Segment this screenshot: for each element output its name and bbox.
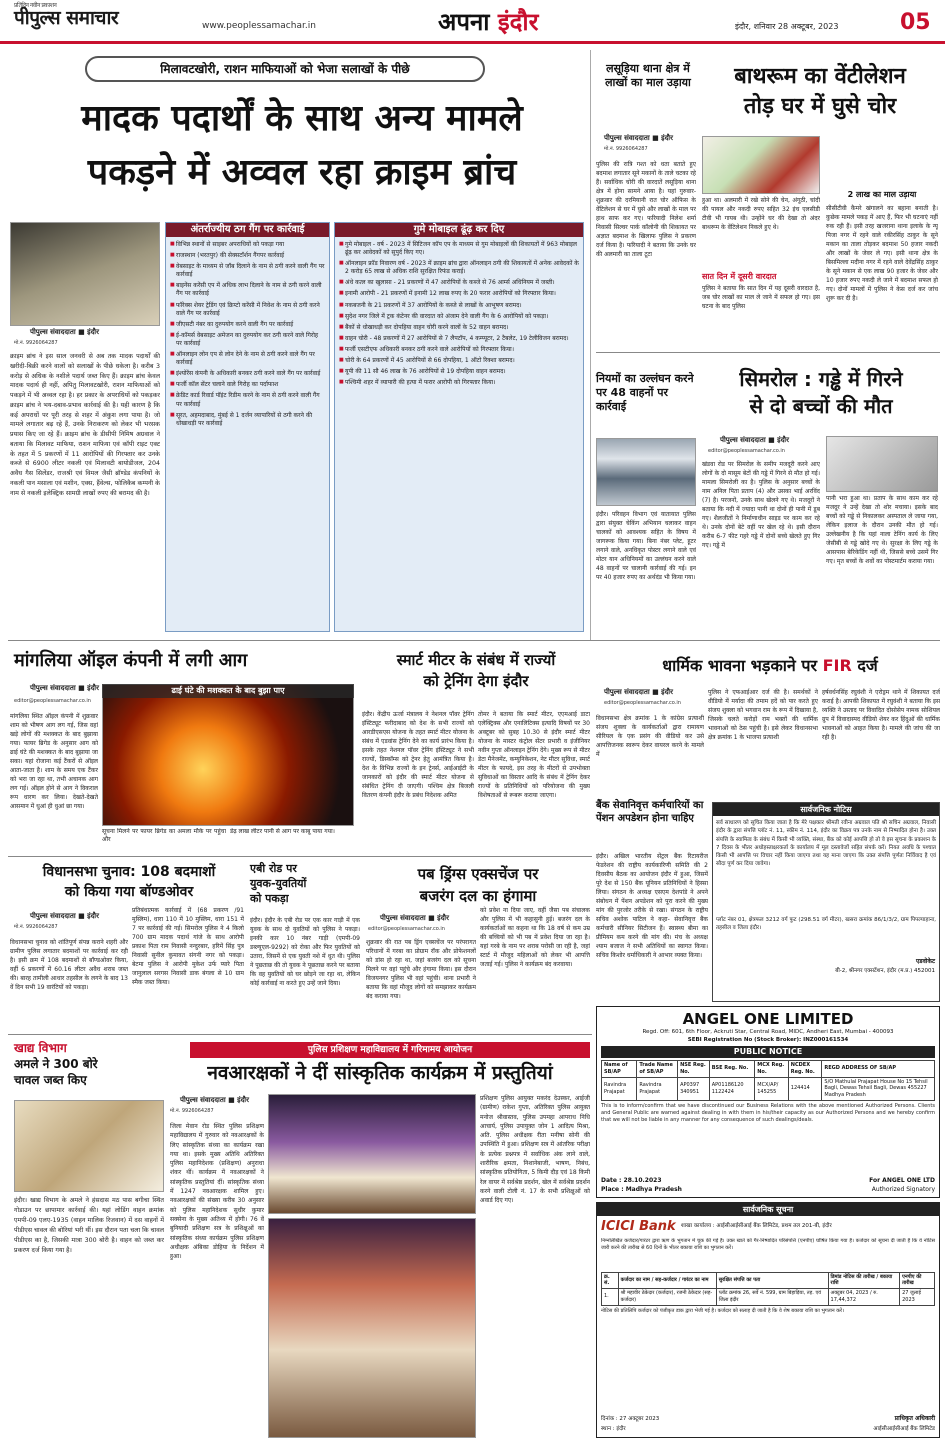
- smartmeter-headline-line-2: को ट्रेनिंग देगा इंदौर: [423, 672, 529, 690]
- police-body: जिला मेवान रोड स्थित पुलिस प्रशिक्षण महाविद्यालय में गुरुवार को नवआरक्षकों के लिए सांस्कृतिक संध्या का कार्यक्रम रखा गया था। इसके मुख्य अतिथि अतिरिक्त पुलिस महानिदेशक (प्रशिक्षण) अनुराधा शंकर थीं। कार्यक्रम में नवआरक्षकों ने सांस्कृतिक प्रस्तुतियां दीं। सांस्कृतिक संध्या में 1247 नवआरक्षक शामिल हुए। नवआरक्षकों की संख्या करीब 30 अनुसार को पुलिस महानिदेशक सुधीर कुमार सक्सेना के मुख्य अतिथ्य में होगी। 76 वें बुनियादी प्रशिक्षण सत्र के प्रशिक्षुओं का सांस्कृतिक संध्या कार्यक्रम पुलिस प्रशिक्षण अधीक्षक अंबिका डोहिया के निर्देशन में हुआ।: [170, 1123, 264, 1261]
- grain-headline-line-2: अमले ने 300 बोरे: [14, 1057, 98, 1072]
- lasudia-mobile: मो.नं. 9926064287: [604, 146, 648, 152]
- list-item: ■ फॉरेक्स शेयर ट्रेडिंग एवं क्रिप्टो करेंसी में निवेश के नाम से ठगी करने वाले गैंग पर कार्रवाई: [170, 302, 325, 318]
- table-header-cell: कर्जदार का नाम / सह-कर्जदार / गारंटर का नाम: [618, 1272, 716, 1289]
- list-item: ■ वाहन चोरी - 48 प्रकरणों में 27 आरोपियों से 7 लैपटॉप, 4 कम्प्यूटर, 2 टैबलेट, 19 टेलीविजन बरामद।: [339, 335, 579, 343]
- grain-headline: [14, 1040, 164, 1089]
- list-item: ■ सुदेश नगर जिले में ट्रक कंटेनर की वारदात को अंजाम देने वाली गैंग के 6 आरोपियों को पकड़ा।: [339, 313, 579, 321]
- public-notice-signature: एडवोकेट: [915, 958, 935, 965]
- icici-table: [597, 1272, 939, 1306]
- police-body-2: प्रशिक्षण पुलिस आयुक्त मकरंद देउस्कर, आईजी (ग्रामीण) राकेश गुप्ता, अतिरिक्त पुलिस आयुक्त मनोज श्रीवास्तव, पुलिस उपमहा आपराध निधि आचार्य, पुलिस उपायुक्त जोन 1 आदित्य मिश्रा, अति. पुलिस अधीक्षक रीता मनीषा सोनी की उपस्थिति में हुआ। प्रशिक्षण सत्र में आंतरिक परीक्षा के प्रत्येक प्रश्नपत्र में सर्वाधिक अंक लाने वाले, शारीरिक क्षमता, निशानेबाजी, भाषण, निबंध, सांस्कृतिक प्रतियोगिता, 5 किमी दौड़ एवं 18 किमी रेल वायर में सर्वश्रेष्ठ प्रदर्शन, खेल में सर्वश्रेष्ठ प्रदर्शन करने वाली टोली नं. 17 के सभी प्रशिक्षुओं को अवार्ड दिए गए।: [480, 1095, 590, 1205]
- election-headline-line-2: को किया गया बॉण्डओवर: [64, 884, 194, 901]
- section-rule-4: [8, 1034, 592, 1035]
- lead-headline-line-1: मादक पदार्थों के साथ अन्य मामले: [81, 98, 523, 139]
- icici-body: निम्नलिखित कर्जदार/गारंटर द्वारा ऋण के भुगतान में चूक की गई है। उक्त खाते को गैर-निष्पादित परिसंपत्ति (एनपीए) घोषित किया गया है। कर्जदार को सूचना दी जाती है कि वे नोटिस जारी करने की तारीख से 60 दिनों के भीतर बकाया राशि का भुगतान करें।: [601, 1237, 935, 1251]
- election-headline-line-1: विधानसभा चुनाव: 108 बदमाशों: [42, 864, 216, 880]
- table-header-cell: REGD ADDRESS OF SB/AP: [822, 1061, 935, 1078]
- table-cell: S/O Mathulal Prajapat House No 15 Tehsil Bagli, Dewas Tehsil Bagli, Dewas 455227 Madhya Pradesh: [822, 1077, 935, 1100]
- bathroom-subhead-2: 2 लाख का माल उड़ाया: [847, 190, 917, 199]
- angel-one-title: ANGEL ONE LIMITED: [682, 1010, 854, 1028]
- lead-headline: [22, 92, 582, 200]
- lead-kicker: मिलावटखोरी, राशन माफियाओं को भेजा सलाखों के पीछे: [85, 56, 485, 82]
- column-rule: [590, 50, 591, 640]
- drugs-email: editor@peoplessamachar.co.in: [368, 926, 445, 932]
- list-item: ■ ऑनलाइन फ्रॉड निवारण वर्ष - 2023 में क्राइम ब्रांच द्वारा ऑनलाइन ठगी की शिकायतों में अनेक आवेदकों के 2 करोड़ 65 लाख से अधिक राशि सुरक्षित रिफंड कराई।: [339, 260, 579, 276]
- police-audience-photo: [268, 1218, 476, 1438]
- brand-tagline: प्रतिदिन नवीन प्रकाशन: [14, 2, 57, 9]
- section-title: [438, 6, 538, 38]
- police-stage-photo: [268, 1094, 476, 1214]
- fir-body-2: पुलिस ने एफआईआर दर्ज की है। समर्थकों ने वीडियो में मर्यादा की तमाम हदें को पार करते हुए संजय शुक्ला को भगवान राम के रूप में दिखाया है, जिसके चलते करोड़ों राम भक्तों की धार्मिक भावनाओं को ठेस पहुंची है। इसे लेकर विधानसभा क्षेत्र क्रमांक 1 के भाजपा प्रत्याशी: [708, 689, 818, 741]
- bathroom-subhead-1: सात दिन में दूसरी वारदात: [702, 272, 777, 281]
- table-header-cell: Trade Name of SB/AP: [637, 1061, 678, 1078]
- icici-sign: प्राधिकृत अधिकारी: [894, 1414, 935, 1422]
- police-kicker: पुलिस प्रशिक्षण महाविद्यालय में गरिमामय आयोजन: [190, 1042, 590, 1058]
- table-cell: Ravindra Prajapat: [602, 1077, 637, 1100]
- simrol-body: खंडवा रोड पर सिमरोल के समीप मजदूरी करने आए लोगों के दो मासूम बेटों की गड्ढे में गिरने से मौत हो गई। मामला सिमरोली का है। पुलिस के अनुसार बच्चों के नाम अनिल पिता प्रताप (4) और उसका भाई अरविंद (7) है। परजनों, उनके साथ खेलने गए थे। मजदूरों ने बताया कि नदी में ज्यादा पानी था दोनों ही पानी में डूब गए। शैलजीतों ने निर्माणाधीन साइड पर काम कर रहे थे। उनके दोनों बेटे वहीं पर खेल रहे थे। इसी दौरान करीब 6-7 फीट गहरे गड्ढे में दोनों बच्चे खेलते हुए गिर गए। गड्ढे में: [702, 461, 820, 549]
- drugs-headline: [366, 864, 590, 908]
- table-header-cell: डिमांड नोटिस की तारीख / बकाया राशि: [828, 1272, 900, 1289]
- public-notice-body-2: प्लॉट नंबर 01, क्षेत्रफल 3212 वर्ग फुट (298.51 वर्ग मीटर), खसरा क्रमांक 86/1/3/2, ग्राम पिपल्याहाना, तहसील व जिला इंदौर।: [716, 917, 936, 932]
- list-item: ■ इनामी आरोपी - 21 प्रकरणों में इनामी 12 लाख रुपए के 20 फरार आरोपियों को गिरफ्तार किया।: [339, 290, 579, 298]
- table-header-cell: क्र. सं.: [602, 1272, 619, 1289]
- fir-body: विधानसभा क्षेत्र क्रमांक 1 के कांग्रेस प्रत्याशी संजय शुक्ला के कार्यकर्ताओं द्वारा रामायण सीरियल के एक प्रसंग की वीडियो कर उसे आपत्तिजनक स्वरूप देकर वायरल करने के मामले में: [596, 715, 704, 758]
- drugs-byline: पीपुल्स संवाददाता ■ इंदौर: [380, 914, 449, 922]
- list-item: ■ फर्जी कॉल सेंटर चलाने वाले गिरोह का पर्दाफाश: [170, 381, 325, 389]
- fir-byline: पीपुल्स संवाददाता ■ इंदौर: [604, 688, 673, 696]
- section-rule-2: [8, 640, 940, 641]
- abroad-headline: [250, 862, 360, 907]
- simrol-headline: [702, 366, 940, 420]
- list-item: ■ बैंकों से धोखाधड़ी कर दोपहिया वाहन चोरी करने वालों के 52 वाहन बरामद।: [339, 324, 579, 332]
- bathroom-body-2: पुलिस ने बताया कि सात दिन में यह दूसरी वारदात है, जब चोर लाखों का माल ले जाने में सफल हो गए। इस घटना के बाद पुलिस: [702, 285, 820, 310]
- table-cell: अक्टूबर 04, 2023 / रु. 17,44,372: [828, 1289, 900, 1306]
- table-header-cell: Name of SB/AP: [602, 1061, 637, 1078]
- icici-notice-title: सार्वजनिक सूचना: [597, 1203, 939, 1216]
- election-body: विधानसभा चुनाव को शांतिपूर्ण संपन्न कराने शहरी और ग्रामीण पुलिस लगातार बदमाशों पर कार्रवाई कर रही है। इसी क्रम में 108 बदमाशों से बॉण्डओवर किया, वहीं 6 प्रकरणों में 60.16 लीटर अवैध शराब जब्त की। बारह तामीली आधार तहसील के लगने के बाद 13 वें दिन सभी 19 वारंटियों को पकड़ा।: [10, 939, 128, 991]
- angel-one-address: Regd. Off: 601, 6th Floor, Ackruti Star, Central Road, MIDC, Andheri East, Mumbai - 400093: [642, 1029, 894, 1036]
- page-number: 05: [900, 10, 931, 35]
- list-item: ■ यूपी की 11 सौ 46 लाख के 76 आरोपियों से 19 दोपहिया वाहन बरामद।: [339, 368, 579, 376]
- oil-fire-photo: [102, 684, 354, 826]
- icici-date: दिनांक : 27 अक्टूबर 2023: [601, 1415, 660, 1422]
- icici-place: स्थान : इंदौर: [601, 1425, 626, 1432]
- simrol-headline-line-1: सिमरोल : गड्ढे में गिरने: [739, 367, 903, 391]
- table-header-cell: सुरक्षित संपत्ति का पता: [716, 1272, 828, 1289]
- bathroom-headline-line-1: बाथरूम का वेंटीलेशन: [734, 64, 906, 89]
- table-cell: 124414: [788, 1077, 822, 1100]
- table-cell: 27 जुलाई 2023: [900, 1289, 935, 1306]
- list-item: ■ वेबसाइट के माध्यम से जॉब दिलाने के नाम से ठगी करने वाली गैंग पर कार्रवाई: [170, 263, 325, 279]
- drugs-body: शुक्रवार की रात पब ड्रिंग एक्सचेंज पर परंपरागत परिधानों में गरबा का प्रोग्राम रॉक और प्रोफेशनलों को डांस हो रहा था, जहां बजरंग दल को सूचना मिलने पर वहां पहुंचे और हंगामा किया। इस दौरान विजयनगर पुलिस भी वहां पहुंची। थाना प्रभारी ने बताया कि वहां मौजूद लोगों को समझाकर कार्यक्रम बंद कराया गया।: [366, 939, 476, 1000]
- abroad-body: इंदौर। इंदौर के एबी रोड पर एक कार गाड़ी में एक युवक के साथ दो युवतियों को पुलिस ने पकड़ा। इनकी कार 10 नंबर गाड़ी (एमपी-09 डब्ल्यूएल-9292) को रोका और फिर युवतियों को उतारा, जिसमें से एक युवती नशे में धुत थी। पुलिस ने पूछताछ की तो युवक ने पूछताछ करने पर बताया कि वह युवतियों को घर छोड़ने जा रहा था, लेकिन कोई कार्रवाई ना करते हुए उन्हें जाने दिया।: [250, 917, 360, 987]
- lasudia-body: पुलिस की रात्रि गश्त को धता बताते हुए बदमाश लगातार सूने मकानों के ताले चटका रहे हैं। सर्वाधिक चोरी की वारदातें लसूड़िया थाना क्षेत्र में होना सामने आया है। यहां गुरुवार-शुक्रवार की दरमियानी रात चोर ऑफिस के वेंटिलेशन से घर में घुसे और लाखों के माल पर हाथ साफ कर गए। फरियादी निलेश शर्मा निवासी सिल्वर पार्क कॉलोनी की शिकायत पर अज्ञात बदमाश के खिलाफ पुलिस ने प्रकरण दर्ज किया है। फरियादी ने बताया कि उनके घर की अलमारी का ताला टूटा: [596, 161, 696, 258]
- table-cell: श्री महावीर ठेकेदार (कर्जदार), रजनी ठेकेदार (सह-कर्जदार): [618, 1289, 716, 1306]
- icici-logo: [601, 1218, 681, 1236]
- lead-headline-line-2: पकड़ने में अव्वल रहा क्राइम ब्रांच: [87, 152, 517, 193]
- dateline: इंदौर, शनिवार 28 अक्टूबर, 2023: [735, 22, 839, 31]
- lead-body: क्राइम ब्रांच ने इस साल जनवरी से अब तक मादक पदार्थों की खरीदी-बिक्री करने वालों को सलाखों के पीछे धकेला है। करीब 3 करोड़ से अधिक के नशीले पदार्थ जब्त किए हैं। क्राइम ब्रांच केवल मादक पदार्थ ही नहीं, अपितु मिलावटखोरी, राशन माफियाओं को पकड़ने में भी अव्वल रहा है। हर प्रकार के अपराधियों को पकड़कर क्राइम ब्रांच ने भय-दबाव-प्रभाव कार्रवाई की है। यही कारण है कि कई अपराधों पर पूरी तरह से शहर में अंकुश लगा पाया है। जो मामले लगातार बढ़ रहे हैं, उनके निराकरण को लेकर भी भरसक प्रयास किए जा रहे हैं। क्राइम ब्रांच के डीसीपी निमिष अग्रवाल ने बताया कि मिलावट माफिया, राशन माफिया एवं कॉपी राइट एक्ट के तहत में 5 प्रकरणों में 11 आरोपियों की गिरफ्तार कर उनके कब्जे से 6900 लीटर नकली एवं मिलावटी बायोडीजल, 204 अवैध गैस सिलेंडर, राजश्री एवं विमल जैसी ब्रॉण्डेड कंपनियों के नकली पान मसाला एवं मशीन, एक्स, हैंवेल्स, फोलिकैब कम्पनी के नाम से नकली इलेक्ट्रिक सामग्री लाखों रुपए की बरामद की है।: [10, 353, 160, 497]
- fir-body-3: हर्षवर्धनसिंह रघुवंशी ने एरोड्रम थाने में शिकायत दर्ज कराई है। आपकी शिकायत में रघुवंशी ने बताया कि इस व्यक्ति ने उस्ताद पर विवादित दोसोसेप नामक सोशियल ग्रुप में विवादास्पद वीडियो शेयर कर हिंदुओं की धार्मिक भावनाओं को आहत किया है। मामले की जांच की जा रही है।: [822, 689, 940, 741]
- oil-email: editor@peoplessamachar.co.in: [14, 698, 91, 704]
- abroad-headline-line-2: युवक-युवतियों: [250, 876, 307, 890]
- list-item: ■ क्रेडिट कार्ड रिवार्ड पॉइंट रिडीम करने के नाम से ठगी करने वाली गैंग पर कार्रवाई: [170, 392, 325, 408]
- list-item: ■ इंश्योरेंस कंपनी के अधिकारी बनकर ठगी करने वाले गैंग पर कार्रवाई: [170, 370, 325, 378]
- angel-one-date: Date : 28.10.2023: [601, 1176, 662, 1184]
- list-item: ■ विभिन्न स्थानों से साइबर अपराधियों को पकड़ा गया: [170, 241, 325, 249]
- lead-box-2-title: गुमे मोबाइल ढूंढ़ कर दिए: [335, 223, 583, 237]
- public-notice: [712, 802, 940, 1002]
- lead-box-2-list: [335, 237, 583, 629]
- list-item: ■ चोरी के 64 प्रकरणों में 45 आरोपियों से 66 दोपहिया, 1 ऑटो रिक्शा बरामद।: [339, 357, 579, 365]
- drugs-headline-line-2: बजरंग दल का हंगामा: [419, 886, 537, 905]
- table-header-cell: MCX Reg. No.: [755, 1061, 789, 1078]
- lead-drugs-photo: [10, 222, 160, 326]
- public-notice-title: सार्वजनिक नोटिस: [713, 803, 939, 816]
- simrol-headline-line-2: से दो बच्चों की मौत: [749, 394, 893, 418]
- bathroom-headline-line-2: तोड़ घर में घुसे चोर: [743, 93, 897, 119]
- list-item: ■ गुमे मोबाइल - वर्ष - 2023 में सिटिजन कॉप एप के माध्यम से गुम मोबाइलों की शिकायतों में 963 मोबाइल ढूंढ़ कर आवेदकों को सुपुर्द किए गए।: [339, 241, 579, 257]
- election-mobile: मो.नं. 9926064287: [14, 924, 58, 930]
- table-cell: AP01186120 1122424: [709, 1077, 755, 1100]
- oil-headline: मांगलिया ऑइल कंपनी में लगी आग: [14, 650, 248, 671]
- list-item: ■ पश्चिमी शहर में व्यापारी की हत्या में फरार आरोपी को गिरफ्तार किया।: [339, 379, 579, 387]
- oil-caption-2: डेढ़ लाख लीटर पानी से आग पर काबू पाया गया।: [230, 828, 335, 835]
- table-header-cell: एनपीए की तारीख: [900, 1272, 935, 1289]
- brand-url: www.peoplessamachar.in: [202, 21, 316, 31]
- oil-byline: पीपुल्स संवाददाता ■ इंदौर: [30, 684, 99, 692]
- lasudia-headline: लसूड़िया थाना क्षेत्र में लाखों का माल उड़ाया: [605, 62, 691, 89]
- fir-headline-part-1: धार्मिक भावना भड़काने पर: [662, 656, 818, 675]
- table-header-cell: BSE Reg. No.: [709, 1061, 755, 1078]
- simrol-byline: पीपुल्स संवाददाता ■ इंदौर: [720, 436, 789, 444]
- section-rule-3: [8, 856, 592, 857]
- bathroom-headline: [700, 62, 940, 121]
- angel-one-sign: For ANGEL ONE LTD: [869, 1176, 935, 1184]
- icici-sign-bank: आईसीआईसीआई बैंक लिमिटेड: [873, 1425, 935, 1432]
- lead-box-1: [165, 222, 330, 632]
- vehicles-photo: [596, 438, 696, 506]
- simrol-email: editor@peoplessamachar.co.in: [708, 448, 785, 454]
- police-mobile: मो.नं. 9926064287: [170, 1108, 214, 1114]
- public-notice-address: बी-2, श्रीनगर एक्सटेंशन, इंदौर (म.प्र.) 452001: [835, 968, 935, 975]
- angel-one-table: [597, 1060, 939, 1101]
- bathroom-body: हुआ था। अलमारी में रखे सोने की चेन, अंगूठी, चांदी की पायल और नकदी रुपए सहित 32 इंच एलसीडी टीवी भी गायब थी। उन्होंने घर की देखा तो अंदर बाथरूम के वेंटिलेशन निकले हुए थे।: [702, 197, 820, 231]
- angel-one-place: Place : Madhya Pradesh: [601, 1185, 682, 1193]
- section-rule: [596, 352, 940, 353]
- table-cell: Ravindra Prajapat: [637, 1077, 678, 1100]
- fir-headline-fir: FIR: [822, 656, 852, 675]
- lasudia-byline: पीपुल्स संवाददाता ■ इंदौर: [604, 134, 673, 142]
- smartmeter-headline-line-1: स्मार्ट मीटर के संबंध में राज्यों: [396, 651, 556, 669]
- fir-headline: [600, 656, 940, 676]
- table-cell: AP0397 340951: [678, 1077, 710, 1100]
- election-body-2: प्रतिबंधात्मक कार्रवाई में (68 प्रकरण /91 मुस्लिम), धारा 110 में 10 मुस्लिम, धारा 151 में 7 पर कार्रवाई की गई। सिमरोल पुलिस ने 4 किलो 700 ग्राम मादक पदार्थ गांजे के साथ आरोपी प्रकाश पिता राम निवासी नन्दुरबार, हरिमें सिंह पुत्र निवासी सुनील कुमावत संगनी नगर को पकड़ा। बेटमा पुलिस ने आरोपी मुकेश उर्फ प्यारे पिता जानुलाल सरगस निवासी डाक बंगला से 10 ग्राम स्मैक जब्त किया।: [132, 907, 244, 986]
- grain-headline-line-1: खाद्य विभाग: [14, 1041, 67, 1055]
- table-cell: प्लॉट क्रमांक 26, सर्वे नं. 599, ग्राम बिहाड़िया, तह. एवं जिला इंदौर: [716, 1289, 828, 1306]
- lead-mobile: मो.नं. 9926064287: [14, 340, 58, 346]
- oil-caption-1: सूचना मिलने पर फायर ब्रिगेड का अमला मौके पर पहुंचा और: [102, 828, 226, 844]
- bathroom-illustration: [702, 136, 820, 194]
- public-notice-body: सर्व साधारण को सूचित किया जाता है कि मेरे पक्षकार श्रीमती रवीना अग्रवाल पति श्री सचिन अग्रवाल, निवासी इंदौर के द्वारा संपत्ति प्लॉट नं. 11, स्कीम नं. 114, इंदौर का विक्रय पत्र उनके नाम से निष्पादित होना है। उक्त संपत्ति के स्वामित्व के संबंध में किसी भी व्यक्ति, संस्था, बैंक को कोई आपत्ति हो तो वे इस सूचना के प्रकाशन के 7 दिवस के भीतर अधोहस्ताक्षरकर्ता के कार्यालय में मूल दस्तावेजों सहित संपर्क करें। नियत अवधि के पश्चात किसी भी आपत्ति पर विचार नहीं किया जाएगा तथा यह माना जाएगा कि उक्त संपत्ति पूर्णतः निर्विवाद है एवं सौदा पूर्ण कर दिया जावेगा।: [716, 820, 936, 868]
- list-item: ■ ई-कॉमर्स वेबसाइट अमेजन का दुरुपयोग कर ठगी करने वाले गिरोह पर कार्रवाई: [170, 332, 325, 348]
- list-item: ■ अंधे कत्ल का खुलासा - 21 प्रकरणों में 47 आरोपियों के कब्जे से 76 आर्म्स अधिनियम में जब्ती।: [339, 279, 579, 287]
- list-item: ■ फर्जी एसटीएफ अधिकारी बनकर ठगी करने वाले आरोपियों को गिरफ्तार किया।: [339, 346, 579, 354]
- election-byline: पीपुल्स संवाददाता ■ इंदौर: [30, 912, 99, 920]
- fir-headline-part-2: दर्ज: [857, 656, 878, 675]
- icici-notice: [596, 1202, 940, 1438]
- lead-byline: पीपुल्स संवाददाता ■ इंदौर: [30, 328, 99, 336]
- bathroom-body-3a: [826, 136, 938, 188]
- smartmeter-body-2: तोमर ने बताया कि स्मार्ट मीटर, एएमआई डाटा एलेक्ट्रिक्स और एनालिटिक्स इत्यादि विषयों पर 30 अक्टूबर को सुबह 10.30 से इंदौर स्मार्ट मीटर योजना के मास्टर कंट्रोल सेंटर प्रभारी व इंजीनियर नवीन गुप्ता ऑनलाइन ट्रेनिंग देंगे। मुख्य रूप से मीटर डेटा मैनेजमेंट, कम्युनिकेशन, नेट मीटर सुविधा, स्मार्ट मीटर के फायदे, इस तरह के मीटरों से उपभोक्ता सुविधाओं का विस्तार आदि के संबंध में ट्रेनिंग देकर राज्यों के प्रतिनिधियों को परियोजना की मुख्य विशेषताओं से रूबरू कराया जाएगा।: [478, 711, 590, 799]
- lead-box-2: [334, 222, 584, 632]
- abroad-headline-line-3: को पकड़ा: [250, 891, 289, 905]
- table-header-cell: NSE Reg. No.: [678, 1061, 710, 1078]
- brand-name: पीपुल्स समाचार: [14, 7, 119, 29]
- brand-logo: [14, 2, 119, 32]
- oil-photo-banner: ढाई घंटे की मशक्कत के बाद बुझा पाए: [102, 684, 354, 698]
- election-headline: [14, 862, 244, 903]
- bathroom-body-3: सीसीटीवी कैमरे खंगालने का बहाना बनाती है। कुछेक मामले पकड़ में आए हैं, फिर भी घटनाएं नहीं रुक रही हैं। इसी तरह खजराना थाना इलाके के न्यू पिजा नगर में रहने वाले रकीरसिंह ठाकुर के सूने मकान का ताला तोड़कर बदमाश 50 हजार नकदी और लाखों के जेवर ले गए। इसी थाना क्षेत्र के बिसमिल्ला मदीना नगर में रहने वाले देवेंद्रसिंह ठाकुर के सूने मकान से एक लाख 90 हजार के जेवर और 10 हजार रुपए नकदी ले जाने में बदमाश सफल हो गए। दोनों मामलों में पुलिस ने केस दर्ज कर जांच शुरू कर दी है।: [826, 205, 938, 302]
- grain-headline-line-3: चावल जब्त किए: [14, 1073, 87, 1088]
- table-cell: 1.: [602, 1289, 619, 1306]
- police-headline: नवआरक्षकों ने दीं सांस्कृतिक कार्यक्रम में प्रस्तुतियां: [207, 1062, 553, 1084]
- simrol-body-2: पानी भरा हुआ था। प्रताप के साथ काम कर रहे मजदूर ने उन्हें देखा तो शोर मचाया। इसके बाद बच्चों को गड्ढे से निकालकर अस्पताल ले जाया गया, लेकिन इलाज के दौरान उनकी मौत हो गई। उल्लेखनीय है कि यहां नाला टेनिंग कार्य के लिए जेसीबी से गड्ढे खोदे गए थे। सुरक्षा के लिए गड्ढे के आसपास बेरिकेडिंग नहीं थी, जिससे बच्चे उसमें गिर गए। मृत बच्चों के शवों का पोस्टमार्टम कराया गया।: [826, 495, 938, 565]
- oil-body: मांगलिया स्थित ऑइल कंपनी में शुक्रवार शाम को भीषण आग लग गई, जिस वहां खड़े लोगों की मशक्कत के बाद बुझाया गया। फायर ब्रिगेड के अनुसार आग को ढाई घंटे की मशक्कत के बाद बुझाया जा सका। यहां रोजाना कई टैंकरों से ऑइल आता-जाता है। शाम के समय एक टैंकर को भरा जा रहा था, तभी अचानक आग लग गई। ऑइल होने से आग ने विकराल रूप धारण कर लिया। देखते-देखते आसमान में धुआं ही धुआं छा गया।: [10, 713, 98, 810]
- table-cell: MCX/AP/ 145255: [755, 1077, 789, 1100]
- angel-one-notice: [596, 1006, 940, 1198]
- list-item: ■ ऑनलाइन लोन एप से लोन देने के नाम से ठगी करने वाले गैंग पर कार्रवाई: [170, 351, 325, 367]
- section-label: अपना: [438, 8, 490, 36]
- drugs-headline-line-1: पब ड्रिंग्स एक्सचेंज पर: [417, 865, 539, 883]
- grain-photo: [14, 1100, 164, 1192]
- smartmeter-body: इंदौर। केंद्रीय ऊर्जा मंत्रालय ने नेशनल पॉवर ट्रेनिंग इंस्टिट्यूट फरीदाबाद को देश के सभी राज्यों को आरडीएसएस योजना के तहत स्मार्ट मीटर योजना के संबंध में एडवांस ट्रेनिंग देने का कार्य प्रारंभ किया है। इसके तहत नेशनल पॉवर ट्रेनिंग इंस्टिट्यूट ने सभी राज्यों, डिस्कॉम्स को ट्रेनर हेतु आमंत्रित किया है। देश के विभिन्न राज्यों के इन ट्रेनर्स, आईआईटी के जानकारों को इंदौर की स्मार्ट मीटर योजना से संबंधित ट्रेनिंग दी जाएगी। पश्चिम क्षेत्र बिजली वितरण कंपनी इंदौर के प्रबंध निदेशक अमित: [362, 711, 474, 799]
- police-byline: पीपुल्स संवाददाता ■ इंदौर: [180, 1096, 249, 1104]
- angel-one-signatory: Authorized Signatory: [871, 1185, 935, 1193]
- section-city: इंदौर: [497, 8, 539, 36]
- angel-one-body: This is to inform/confirm that we have discontinued our Business Relations with the above mentioned Authorized Persons. Clients and General Public are warned against dealing in with them in his/their capacity as our Authorized Persons and we hereby confirm that we will not be liable in any manner for any consequence of such dealings/deals.: [601, 1102, 935, 1124]
- bank-employees-body: इंदौर। अखिल भारतीय सेंट्रल बैंक रिटायरीज फेडरेशन की राष्ट्रीय कार्यकारिणी समिति की 2 दिवसीय बैठक का आयोजन इंदौर में हुआ, जिसमें पूरे देश से 150 बैंक यूनियन प्रतिनिधियों ने हिस्सा लिया। संगठन के अध्यक्ष एसएम देशपांडे ने अपने संबोधन में पेंशन अपडेशन को पूरा करने की मुख्य मांग की पुरजोर तरीके से रखा। संगठन के राष्ट्रीय सचिव अशोक पाटिल ने कहा- सेवानिवृत्त बैंक कर्मचारी सीनियर सिटीजन हैं। स्वास्थ्य बीमा का प्रीमियम कम करने की मांग की। मंच के अध्यक्ष श्याम बजाज ने सभी अतिथियों का स्वागत किया। सचिव किशोर धर्माधिकारी ने आभार व्यक्त किया।: [596, 853, 708, 959]
- lead-box-1-list: [166, 237, 329, 629]
- smartmeter-headline: [362, 650, 590, 692]
- list-item: ■ जीएसटी नंबर का दुरुपयोग करने वाली गैंग पर कार्रवाई: [170, 321, 325, 329]
- list-item: ■ बाइनेंस करेंसी एप में अधिक लाभ दिलाने के नाम से ठगी करने वाली गैंग पर कार्रवाई: [170, 282, 325, 298]
- abroad-headline-line-1: एबी रोड पर: [250, 862, 297, 875]
- table-header-cell: NCDEX Reg. No.: [788, 1061, 822, 1078]
- simrol-photo: [826, 436, 938, 492]
- angel-one-notice-title: PUBLIC NOTICE: [601, 1046, 935, 1058]
- icici-footer: नोटिस की प्रतिलिपि कर्जदार को पंजीकृत डाक द्वारा भेजी गई है। कर्जदार को सलाह दी जाती है कि वे शेष बकाया राशि का भुगतान करें।: [601, 1307, 844, 1314]
- list-item: ■ राजस्थान (भरतपुर) की सेक्सटाॅर्शन गैंगपर कार्रवाई: [170, 252, 325, 260]
- bank-employees-headline: बैंक सेवानिवृत्त कर्मचारियों का पेंशन अपडेशन होना चाहिए: [596, 800, 704, 824]
- icici-office: शाखा कार्यालय : आईसीआईसीआई बैंक लिमिटेड, प्रथम तल 201-बी, इंदौर: [681, 1223, 832, 1230]
- list-item: ■ नकबजनी के 21 प्रकरणों में 37 आरोपियों के कब्जे से लाखों के आभूषण बरामद।: [339, 302, 579, 310]
- angel-one-sebi: SEBI Registration No (Stock Broker): INZ000161534: [687, 1036, 849, 1043]
- vehicles-body: इंदौर। परिवहन विभाग एवं यातायात पुलिस द्वारा संयुक्त चेकिंग अभियान चलाकर वाहन चालकों को आवश्यक सहित के विषय में जागरूक किया गया। बिना नंबर प्लेट, हूटर लगाने वाले, अनधिकृत पोस्टर लगाने वाले एवं मोटर यान अधिनियमों का उल्लंघन करने वाले 48 वाहनों पर चालानी कार्रवाई की गई। इन पर 40 हजार रुपए का अर्थदंड भी किया गया।: [596, 511, 696, 581]
- lead-box-1-title: अंतर्राज्यीय ठग गैंग पर कार्रवाई: [166, 223, 329, 237]
- grain-body: इंदौर। खाद्य विभाग के अमले ने हंसदास मठ पास बगीचा स्थित गोडाउन पर छापामार कार्रवाई की। यहां लोडिंग वाहन क्रमांक एमपी-09 एलए-1935 (वाहन मालिक रिजवान) में दस वाहनों में पीडीएस चावल की बोरियां भरी थीं। इस दौरान पता चला कि चावल पीडीएस का है, जिसकी मात्रा 300 बोरी है। वाहन को जब्त कर प्रकरण दर्ज किया गया है।: [14, 1197, 164, 1255]
- fir-email: editor@peoplessamachar.co.in: [604, 700, 681, 706]
- list-item: ■ सूरत, अहमदाबाद, मुंबई से 1 दर्जन व्यापारियों से ठगी करने की धोखाधड़ी पर कार्रवाई: [170, 412, 325, 428]
- icici-logo-text: ICICI Bank: [601, 1219, 676, 1234]
- vehicles-headline: नियमों का उल्लंघन करने पर 48 वाहनों पर कार्रवाई: [596, 372, 694, 413]
- drugs-body-2: को प्रवेश ना दिया जाए, वहीं जैसा पब संचालक और पुलिस में भी कहासुनी हुई। बजरंग दल के कार्यकर्ताओं का कहना था कि 18 वर्ष से कम उम्र की बच्चियों को भी पब में प्रवेश दिया जा रहा है। यहां गरबे के नाम पर शराब परोसी जा रही है, जहां स्टार्ट में मौजूद महिलाओं को लेकर भी आपत्ति जताई गई। पुलिस ने कार्यक्रम बंद करवाया।: [480, 907, 590, 968]
